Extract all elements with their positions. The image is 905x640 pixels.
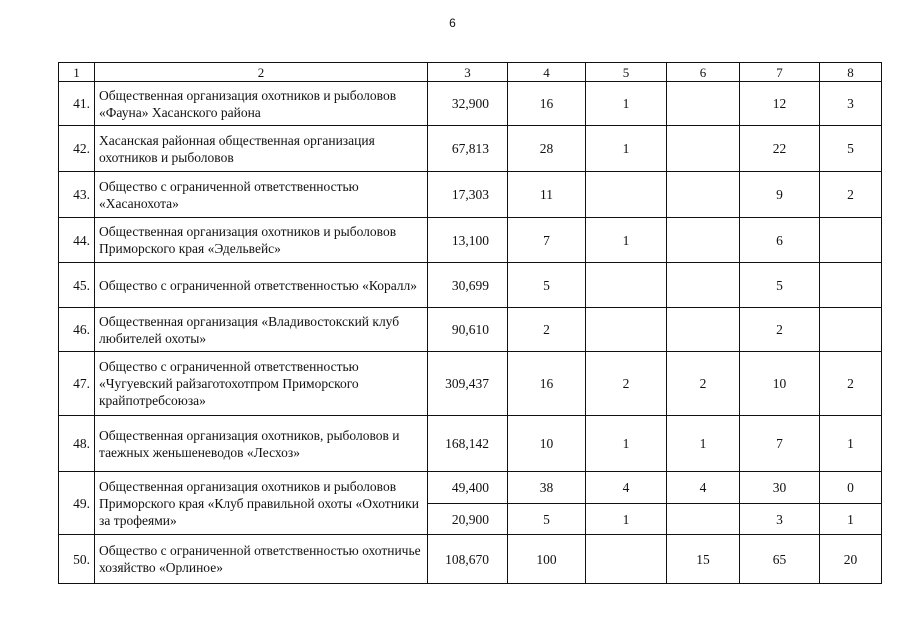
row-number: 45. <box>59 263 95 308</box>
organization-name: Общество с ограниченной ответственностью «Коралл» <box>95 263 428 308</box>
value-cell-col7: 9 <box>740 172 820 218</box>
page-number: 6 <box>449 16 456 30</box>
value-cell-col6 <box>667 218 740 263</box>
row-number: 47. <box>59 352 95 416</box>
value-cell-col6 <box>667 126 740 172</box>
value-cell-col8: 20 <box>820 535 882 584</box>
value-cell-col6 <box>667 263 740 308</box>
value-cell-col6 <box>667 504 740 535</box>
table-row <box>59 308 882 352</box>
value-cell-col5 <box>586 263 667 308</box>
value-cell-col4: 11 <box>508 172 586 218</box>
value-cell-col3: 90,610 <box>428 308 508 352</box>
value-cell-col4: 28 <box>508 126 586 172</box>
value-cell-col7: 30 <box>740 472 820 504</box>
value-cell-col5 <box>586 308 667 352</box>
value-cell-col3: 30,699 <box>428 263 508 308</box>
value-cell-col4: 5 <box>508 504 586 535</box>
value-cell-col3: 17,303 <box>428 172 508 218</box>
value-cell-col3: 20,900 <box>428 504 508 535</box>
value-cell-col7: 12 <box>740 82 820 126</box>
value-cell-col3: 67,813 <box>428 126 508 172</box>
table-row <box>59 126 882 172</box>
organization-name: Общественная организация «Владивостокский клуб любителей охоты» <box>95 308 428 352</box>
value-cell-col5: 2 <box>586 352 667 416</box>
organization-name: Общественная организация охотников и рыболовов Приморского края «Эдельвейс» <box>95 218 428 263</box>
value-cell-col3: 309,437 <box>428 352 508 416</box>
value-cell-col6 <box>667 308 740 352</box>
value-cell-col3: 32,900 <box>428 82 508 126</box>
row-number: 48. <box>59 416 95 472</box>
value-cell-col8: 1 <box>820 416 882 472</box>
column-header-8: 8 <box>820 63 882 82</box>
value-cell-col7: 6 <box>740 218 820 263</box>
table-row <box>59 352 882 416</box>
column-header-3: 3 <box>428 63 508 82</box>
value-cell-col5: 1 <box>586 126 667 172</box>
value-cell-col8: 0 <box>820 472 882 504</box>
hunting-grounds-table <box>58 62 882 584</box>
table-row <box>59 82 882 126</box>
value-cell-col4: 7 <box>508 218 586 263</box>
organization-name: Хасанская районная общественная организация охотников и рыболовов <box>95 126 428 172</box>
value-cell-col5 <box>586 172 667 218</box>
table-row <box>59 172 882 218</box>
row-number: 43. <box>59 172 95 218</box>
row-number: 50. <box>59 535 95 584</box>
value-cell-col4: 16 <box>508 352 586 416</box>
value-cell-col8: 1 <box>820 504 882 535</box>
value-cell-col4: 38 <box>508 472 586 504</box>
value-cell-col3: 13,100 <box>428 218 508 263</box>
value-cell-col6 <box>667 82 740 126</box>
value-cell-col5 <box>586 535 667 584</box>
table-row <box>59 263 882 308</box>
value-cell-col4: 16 <box>508 82 586 126</box>
value-cell-col8 <box>820 263 882 308</box>
column-header-1: 1 <box>59 63 95 82</box>
value-cell-col5: 1 <box>586 416 667 472</box>
value-cell-col6: 1 <box>667 416 740 472</box>
value-cell-col6 <box>667 172 740 218</box>
organization-name: Общество с ограниченной ответственностью «Хасанохота» <box>95 172 428 218</box>
value-cell-col7: 5 <box>740 263 820 308</box>
value-cell-col3: 168,142 <box>428 416 508 472</box>
value-cell-col7: 7 <box>740 416 820 472</box>
value-cell-col4: 5 <box>508 263 586 308</box>
value-cell-col8: 2 <box>820 352 882 416</box>
value-cell-col8: 2 <box>820 172 882 218</box>
value-cell-col7: 10 <box>740 352 820 416</box>
organization-name: Общество с ограниченной ответственностью охотничье хозяйство «Орлиное» <box>95 535 428 584</box>
table-row <box>59 416 882 472</box>
row-number: 44. <box>59 218 95 263</box>
value-cell-col5: 4 <box>586 472 667 504</box>
row-number: 42. <box>59 126 95 172</box>
table-row <box>59 218 882 263</box>
row-number: 49. <box>59 472 95 535</box>
column-header-2: 2 <box>95 63 428 82</box>
table-row <box>59 535 882 584</box>
value-cell-col7: 65 <box>740 535 820 584</box>
value-cell-col8 <box>820 218 882 263</box>
value-cell-col4: 2 <box>508 308 586 352</box>
value-cell-col6: 15 <box>667 535 740 584</box>
value-cell-col5: 1 <box>586 504 667 535</box>
column-header-4: 4 <box>508 63 586 82</box>
value-cell-col4: 10 <box>508 416 586 472</box>
value-cell-col3: 49,400 <box>428 472 508 504</box>
value-cell-col6: 4 <box>667 472 740 504</box>
value-cell-col4: 100 <box>508 535 586 584</box>
value-cell-col8: 5 <box>820 126 882 172</box>
organization-name: Общество с ограниченной ответственностью «Чугуевский райзаготохотпром Приморского крайпотребсоюза» <box>95 352 428 416</box>
row-number: 46. <box>59 308 95 352</box>
organization-name: Общественная организация охотников и рыболовов Приморского края «Клуб правильной охоты «Охотники за трофеями» <box>95 472 428 535</box>
value-cell-col3: 108,670 <box>428 535 508 584</box>
value-cell-col7: 22 <box>740 126 820 172</box>
value-cell-col8 <box>820 308 882 352</box>
value-cell-col6: 2 <box>667 352 740 416</box>
table-header-row <box>59 63 882 82</box>
value-cell-col5: 1 <box>586 82 667 126</box>
organization-name: Общественная организация охотников и рыболовов «Фауна» Хасанского района <box>95 82 428 126</box>
column-header-6: 6 <box>667 63 740 82</box>
column-header-5: 5 <box>586 63 667 82</box>
value-cell-col7: 3 <box>740 504 820 535</box>
organization-name: Общественная организация охотников, рыболовов и таежных женьшеневодов «Лесхоз» <box>95 416 428 472</box>
column-header-7: 7 <box>740 63 820 82</box>
value-cell-col8: 3 <box>820 82 882 126</box>
table-row <box>59 472 882 504</box>
row-number: 41. <box>59 82 95 126</box>
value-cell-col5: 1 <box>586 218 667 263</box>
value-cell-col7: 2 <box>740 308 820 352</box>
